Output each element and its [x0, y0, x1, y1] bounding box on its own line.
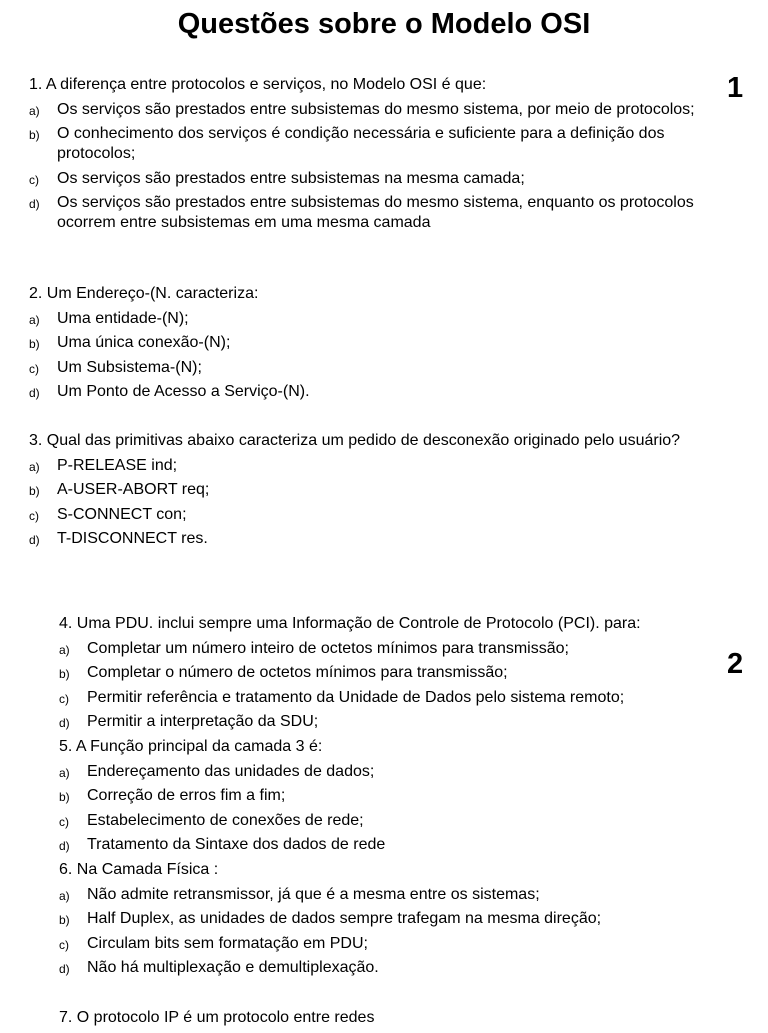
- option-label: a): [29, 459, 40, 474]
- option-label: d): [29, 197, 40, 212]
- option-label: b): [59, 790, 70, 805]
- question-2: [29, 284, 729, 407]
- page-number-1: 1: [727, 72, 744, 104]
- option-text: S-CONNECT con;: [57, 505, 187, 523]
- option-b: [59, 786, 719, 806]
- option-text: Permitir a interpretação da SDU;: [87, 713, 319, 731]
- question-6: [59, 860, 719, 978]
- option-text: Os serviços são prestados entre subsistemas do mesmo sistema, enquanto os protocolos ocorrem entre subsistemas em uma mesma camada: [57, 194, 694, 232]
- option-b: [29, 333, 729, 353]
- question-7: [59, 1008, 719, 1033]
- option-text: Não admite retransmissor, já que é a mesma entre os sistemas;: [87, 885, 540, 903]
- option-label: b): [29, 484, 40, 499]
- question-text: 6. Na Camada Física :: [59, 860, 219, 878]
- question-3: [29, 431, 749, 554]
- option-b: [29, 480, 749, 500]
- option-a: [59, 639, 719, 659]
- question-text: 4. Uma PDU. inclui sempre uma Informação de Controle de Protocolo (PCI). para:: [59, 615, 641, 632]
- option-text: Permitir referência e tratamento da Unidade de Dados pelo sistema remoto;: [87, 688, 625, 706]
- document-title: Questões sobre o Modelo OSI: [177, 8, 591, 40]
- option-a: [29, 100, 719, 120]
- option-label: a): [59, 888, 70, 903]
- option-text: Circulam bits sem formatação em PDU;: [87, 934, 368, 952]
- option-b: [59, 909, 719, 929]
- option-text: Não há multiplexação e demultiplexação.: [87, 959, 379, 977]
- option-text: O conhecimento dos serviços é condição necessária e suficiente para a definição dos protocolos;: [57, 125, 665, 163]
- option-label: d): [59, 716, 70, 731]
- question-text: 3. Qual das primitivas abaixo caracteriza um pedido de desconexão originado pelo usuário?: [29, 432, 681, 449]
- option-label: c): [29, 172, 39, 187]
- option-c: [29, 358, 729, 378]
- option-text: Os serviços são prestados entre subsistemas na mesma camada;: [57, 169, 525, 187]
- option-c: [59, 811, 719, 831]
- option-label: b): [29, 128, 40, 143]
- option-label: a): [59, 642, 70, 657]
- question-group-2: [59, 614, 719, 983]
- option-label: d): [29, 386, 40, 401]
- option-label: a): [59, 765, 70, 780]
- question-5: [59, 737, 719, 855]
- option-a: [59, 885, 719, 905]
- question-text: 5. A Função principal da camada 3 é:: [59, 737, 323, 755]
- option-label: d): [29, 533, 40, 548]
- option-label: b): [59, 667, 70, 682]
- question-text: 2. Um Endereço-(N. caracteriza:: [29, 285, 259, 302]
- option-text: Os serviços são prestados entre subsistemas do mesmo sistema, por meio de protocolos;: [57, 100, 695, 118]
- option-label: b): [29, 337, 40, 352]
- question-text: 7. O protocolo IP é um protocolo entre redes: [59, 1009, 375, 1026]
- option-d: [59, 958, 719, 978]
- option-label: b): [59, 913, 70, 928]
- option-label: c): [29, 508, 39, 523]
- option-a: [29, 456, 749, 476]
- option-d: [29, 193, 719, 233]
- option-label: c): [29, 361, 39, 376]
- option-label: c): [59, 937, 69, 952]
- option-text: Um Subsistema-(N);: [57, 358, 202, 376]
- option-text: Uma entidade-(N);: [57, 309, 189, 327]
- option-label: c): [59, 691, 69, 706]
- option-text: Completar um número inteiro de octetos mínimos para transmissão;: [87, 639, 569, 657]
- option-text: Estabelecimento de conexões de rede;: [87, 811, 364, 829]
- option-label: c): [59, 814, 69, 829]
- option-text: T-DISCONNECT res.: [57, 530, 208, 548]
- option-text: A-USER-ABORT req;: [57, 481, 210, 499]
- option-a: [59, 762, 719, 782]
- question-1: [29, 75, 719, 238]
- option-c: [59, 934, 719, 954]
- option-label: d): [59, 839, 70, 854]
- option-label: d): [59, 962, 70, 977]
- option-text: Uma única conexão-(N);: [57, 334, 231, 352]
- option-label: a): [29, 312, 40, 327]
- option-d: [59, 712, 719, 732]
- question-text: 1. A diferença entre protocolos e serviços, no Modelo OSI é que:: [29, 76, 487, 93]
- option-text: Endereçamento das unidades de dados;: [87, 762, 375, 780]
- option-b: [29, 124, 719, 164]
- option-text: Correção de erros fim a fim;: [87, 787, 286, 805]
- option-a: [29, 309, 729, 329]
- option-text: Half Duplex, as unidades de dados sempre trafegam na mesma direção;: [87, 910, 602, 928]
- question-4: [59, 614, 719, 732]
- option-text: Completar o número de octetos mínimos para transmissão;: [87, 664, 508, 682]
- page-number-2: 2: [727, 648, 744, 680]
- option-c: [59, 688, 719, 708]
- option-d: [29, 529, 749, 549]
- option-text: Um Ponto de Acesso a Serviço-(N).: [57, 383, 310, 401]
- option-d: [29, 382, 729, 402]
- option-c: [29, 505, 749, 525]
- option-text: P-RELEASE ind;: [57, 456, 178, 474]
- option-text: Tratamento da Sintaxe dos dados de rede: [87, 836, 386, 854]
- option-b: [59, 663, 719, 683]
- option-d: [59, 835, 719, 855]
- option-label: a): [29, 103, 40, 118]
- option-c: [29, 169, 719, 189]
